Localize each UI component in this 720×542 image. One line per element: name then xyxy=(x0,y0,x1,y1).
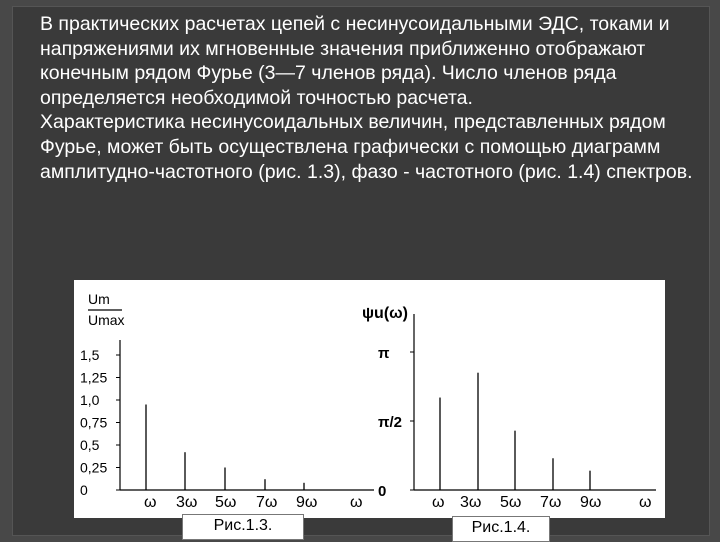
y-label-phase: ψu(ω) xyxy=(362,305,408,322)
x-tick-label: 7ω xyxy=(256,494,278,511)
x-tick-label: 5ω xyxy=(215,494,237,511)
y-tick-label: 1,0 xyxy=(80,392,100,408)
y-tick-label: π/2 xyxy=(378,414,402,431)
paragraph-fourier-series: В практических расчетах цепей с несинусоидальными ЭДС, токами и напряжениями их мгновенные значения приближенно отображают конечным рядом Фурье (3—7 членов ряда). Число членов ряда определяется необходимой точностью расчета. xyxy=(40,13,670,109)
y-tick-label: 0 xyxy=(80,482,88,498)
caption-fig-1-3: Рис.1.3. xyxy=(182,514,304,540)
x-tick-label: ω xyxy=(432,494,445,511)
x-tick-label: 3ω xyxy=(176,494,198,511)
y-tick-label: π xyxy=(378,345,390,362)
y-tick-label: 0,75 xyxy=(80,414,108,431)
spectrum-charts xyxy=(74,280,665,518)
x-tick-label: 3ω xyxy=(460,494,482,511)
x-tick-label: ω xyxy=(639,494,652,511)
y-label-denominator: Umax xyxy=(88,312,125,328)
slide-text xyxy=(40,12,700,184)
y-ticks-right xyxy=(378,345,414,500)
x-tick-label: 5ω xyxy=(500,494,522,511)
y-tick-label: 1,5 xyxy=(80,347,100,363)
caption-fig-1-4: Рис.1.4. xyxy=(452,516,550,542)
y-tick-label: 0,25 xyxy=(80,459,108,476)
spectrum-figure xyxy=(74,280,665,518)
x-tick-label: ω xyxy=(350,494,363,511)
y-ticks-left xyxy=(80,347,120,498)
x-tick-label: ω xyxy=(144,494,157,511)
y-tick-label: 1,25 xyxy=(80,369,108,386)
bars-left xyxy=(146,405,304,491)
x-tick-label: 9ω xyxy=(580,494,602,511)
paragraph-spectra: Характеристика несинусоидальных величин, представленных рядом Фурье, может быть осуществлена графически с помощью диаграмм амплитудно-частотного (рис. 1.3), фазо - частотного (рис. 1.4) спектров. xyxy=(40,111,693,183)
y-label-numerator: Um xyxy=(88,291,110,307)
x-labels-right xyxy=(432,494,652,511)
bars-right xyxy=(440,373,590,490)
y-tick-label: 0 xyxy=(378,483,387,500)
phase-spectrum-chart xyxy=(362,305,656,511)
x-tick-label: 7ω xyxy=(540,494,562,511)
x-labels-left xyxy=(144,494,363,511)
y-tick-label: 0,5 xyxy=(80,437,100,453)
x-tick-label: 9ω xyxy=(296,494,318,511)
amplitude-spectrum-chart xyxy=(80,291,374,511)
